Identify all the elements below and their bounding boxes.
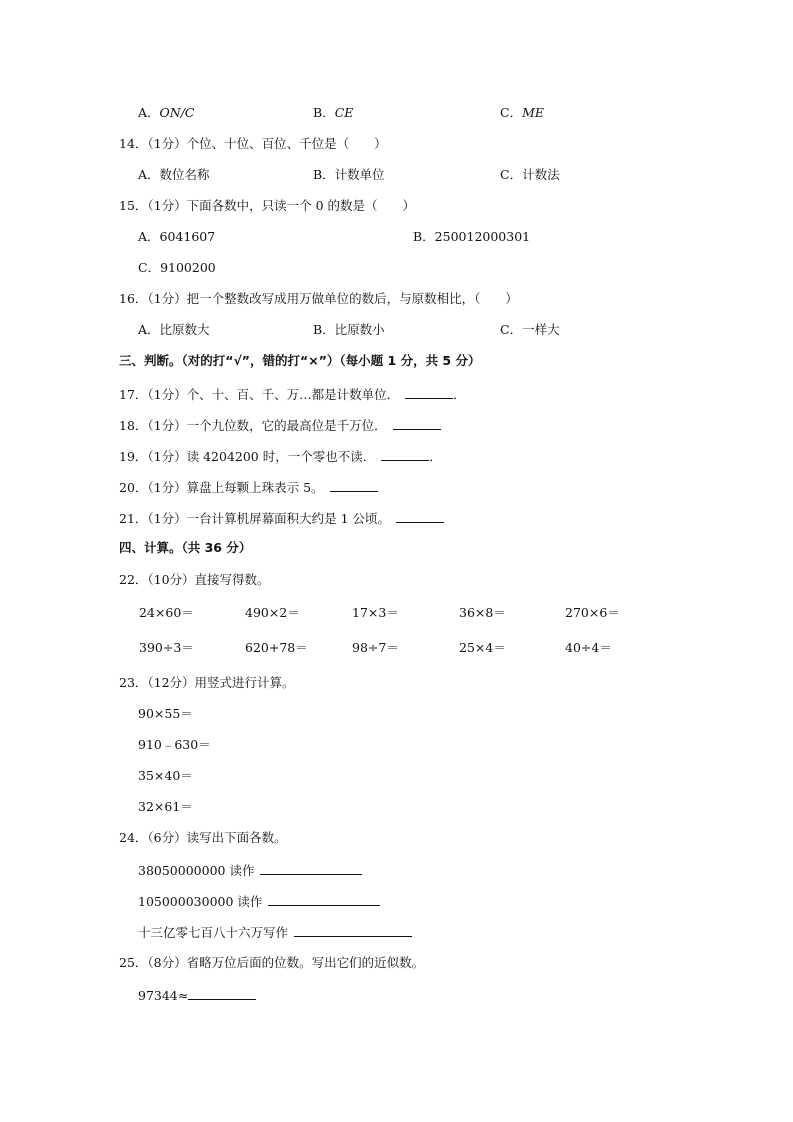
answer-blank[interactable] [188, 986, 256, 1000]
option-value: ME [522, 105, 545, 120]
option-value: CE [334, 105, 354, 120]
question-19-tail: ． [429, 449, 442, 464]
answer-blank[interactable] [268, 892, 380, 906]
question-14-stem: 14．（1分）个位、十位、百位、千位是（ ） [119, 136, 387, 151]
vertical-calc-item: 32×61＝ [138, 799, 193, 814]
question-20 [119, 478, 378, 496]
vertical-calc-item: 90×55＝ [138, 706, 193, 721]
read-write-item [138, 923, 412, 941]
question-21-text: 21．（1分）一台计算机屏幕面积大约是 1 公顷。 [119, 511, 391, 526]
answer-blank[interactable] [405, 385, 453, 399]
question-14-option-a: A．数位名称 [138, 167, 210, 182]
option-b [313, 105, 353, 121]
calc-item: 620+78＝ [245, 640, 308, 655]
question-16-stem: 16．（1分）把一个整数改写成用万做单位的数后，与原数相比，（ ） [119, 291, 518, 306]
section-3-heading: 三、判断。（对的打“√”，错的打“×”）（每小题 1 分，共 5 分） [119, 353, 481, 368]
question-20-text: 20．（1分）算盘上每颗上珠表示 5。 [119, 480, 324, 495]
answer-blank[interactable] [330, 478, 378, 492]
question-18 [119, 416, 441, 434]
question-16-option-b: B．比原数小 [313, 322, 385, 337]
question-16-option-c: C．一样大 [500, 322, 560, 337]
section-4-heading: 四、计算。（共 36 分） [119, 540, 252, 555]
read-write-text: 十三亿零七百八十六万写作 [138, 925, 289, 940]
question-17-tail: ． [453, 387, 466, 402]
question-24-stem: 24．（6分）读写出下面各数。 [119, 830, 287, 845]
question-18-text: 18．（1分）一个九位数，它的最高位是千万位． [119, 418, 387, 433]
option-letter: C． [500, 105, 523, 120]
answer-blank[interactable] [381, 447, 429, 461]
question-14-option-c: C．计数法 [500, 167, 560, 182]
approx-item [138, 986, 256, 1004]
question-16-option-a: A．比原数大 [138, 322, 210, 337]
question-17 [119, 385, 466, 403]
answer-blank[interactable] [396, 509, 444, 523]
question-15-option-c: C．9100200 [138, 260, 216, 275]
calc-item: 40÷4＝ [565, 640, 612, 655]
question-15-option-a: A．6041607 [138, 229, 216, 244]
calc-item: 36×8＝ [459, 605, 506, 620]
calc-item: 390÷3＝ [139, 640, 194, 655]
option-letter: A． [138, 105, 160, 120]
answer-blank[interactable] [260, 861, 362, 875]
calc-item: 98÷7＝ [352, 640, 399, 655]
question-17-text: 17．（1分）个、十、百、千、万…都是计数单位． [119, 387, 400, 402]
read-write-text: 105000030000 读作 [138, 894, 263, 909]
vertical-calc-item: 910﹣630＝ [138, 737, 211, 752]
question-19-text: 19．（1分）读 4204200 时，一个零也不读． [119, 449, 376, 464]
question-23-stem: 23．（12分）用竖式进行计算。 [119, 675, 295, 690]
option-letter: B． [313, 105, 335, 120]
read-write-item [138, 861, 362, 879]
calc-item: 25×4＝ [459, 640, 506, 655]
calc-item: 17×3＝ [352, 605, 399, 620]
question-15-stem: 15．（1分）下面各数中，只读一个 0 的数是（ ） [119, 198, 416, 213]
read-write-text: 38050000000 读作 [138, 863, 255, 878]
approx-text: 97344≈ [138, 988, 189, 1003]
question-25-stem: 25．（8分）省略万位后面的位数。写出它们的近似数。 [119, 955, 425, 970]
option-c [500, 105, 544, 121]
question-15-option-b: B．250012000301 [413, 229, 531, 244]
option-value: ON/C [159, 105, 195, 120]
calc-item: 490×2＝ [245, 605, 300, 620]
answer-blank[interactable] [294, 923, 412, 937]
calc-item: 24×60＝ [139, 605, 194, 620]
question-22-stem: 22．（10分）直接写得数。 [119, 572, 270, 587]
calc-item: 270×6＝ [565, 605, 620, 620]
option-a [138, 105, 195, 121]
question-14-option-b: B．计数单位 [313, 167, 385, 182]
answer-blank[interactable] [393, 416, 441, 430]
question-21 [119, 509, 444, 527]
read-write-item [138, 892, 380, 910]
question-19 [119, 447, 442, 465]
vertical-calc-item: 35×40＝ [138, 768, 193, 783]
